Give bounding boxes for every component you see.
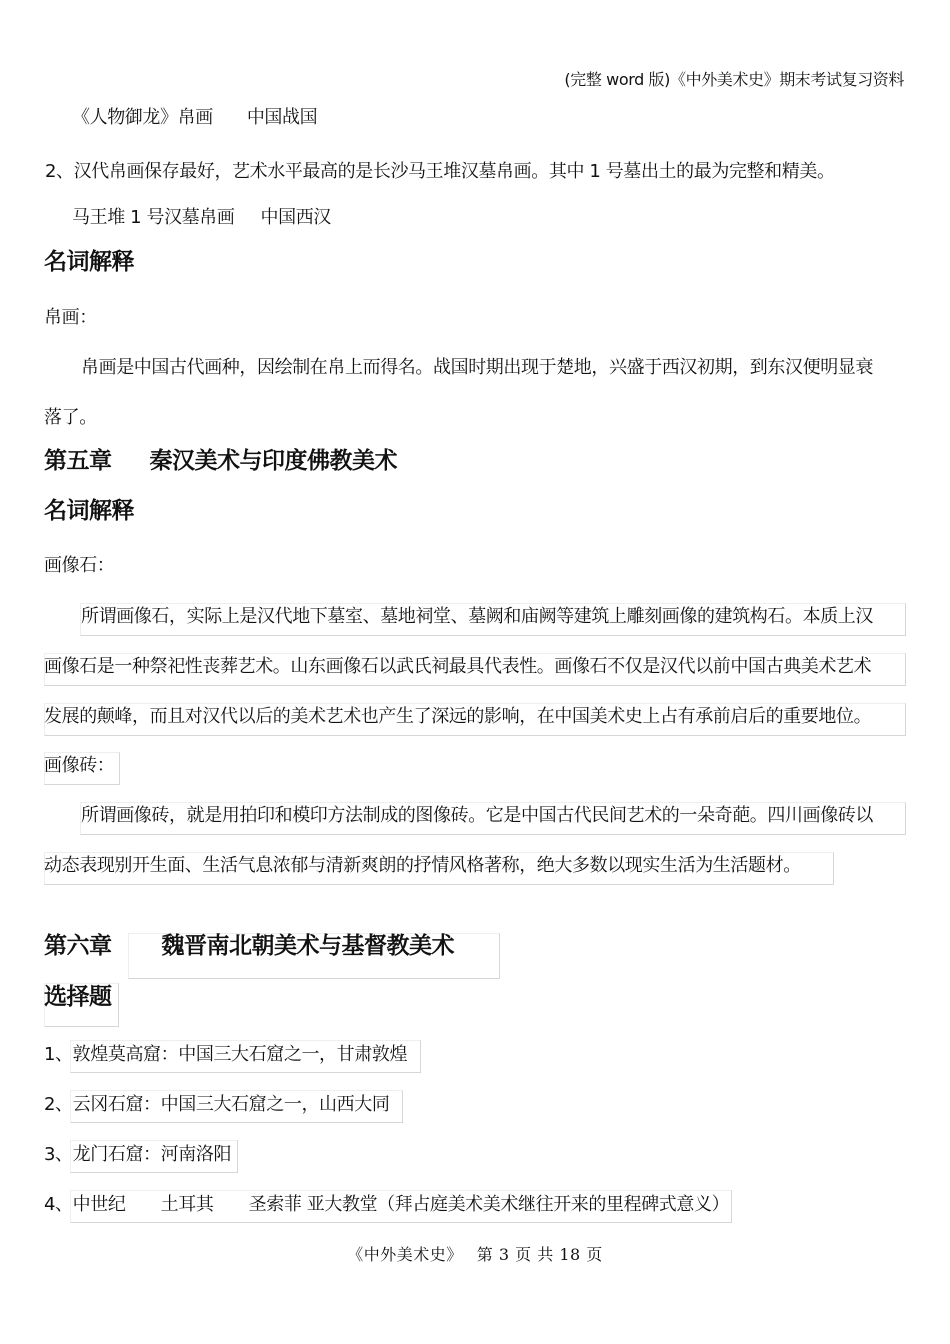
section-heading: 选择题: [44, 984, 112, 1010]
chapter-title: 魏晋南北朝美术与基督教美术: [161, 933, 454, 959]
item-number: 3、: [44, 1144, 73, 1165]
artwork-line: [72, 206, 331, 230]
term-label: 画像石：: [44, 555, 115, 576]
item-number: 4、: [44, 1194, 73, 1215]
chapter-heading: [44, 446, 397, 476]
chapter-title: 秦汉美术与印度佛教美术: [149, 448, 397, 474]
item-number: 2、: [44, 1094, 73, 1115]
chapter-number: 第六章: [44, 933, 112, 959]
chapter-number: 第五章: [44, 448, 112, 474]
item-number: 1、: [44, 1044, 73, 1065]
section-heading: 名词解释: [44, 249, 134, 275]
artwork-period: 中国战国: [246, 107, 318, 128]
section-heading: 名词解释: [44, 498, 134, 524]
definition-line: 落了。: [44, 407, 97, 428]
page-header: (完整 word 版)《中外美术史》期末考试复习资料: [564, 70, 904, 89]
list-item: [44, 1093, 389, 1117]
term-label: 画像砖：: [44, 755, 115, 776]
item-text: 云冈石窟：中国三大石窟之一，山西大同: [72, 1094, 390, 1115]
definition-line: 动态表现别开生面、生活气息浓郁与清新爽朗的抒情风格著称，绝大多数以现实生活为生活题材。: [44, 855, 801, 876]
page-footer: 《中外美术史》 第 3 页 共 18 页: [347, 1245, 603, 1264]
artwork-name: 《人物御龙》帛画: [72, 107, 213, 128]
list-item: [44, 1043, 407, 1067]
list-item: [44, 1143, 231, 1167]
item-text: 中世纪 土耳其 圣索菲 亚大教堂（拜占庭美术美术继往开来的里程碑式意义）: [72, 1194, 730, 1215]
definition-line: 所谓画像砖，就是用拍印和模印方法制成的图像砖。它是中国古代民间艺术的一朵奇葩。四川画像砖以: [81, 805, 873, 826]
definition-line: 画像石是一种祭祀性丧葬艺术。山东画像石以武氏祠最具代表性。画像石不仅是汉代以前中国古典美术艺术: [44, 656, 872, 677]
definition-line: 帛画是中国古代画种，因绘制在帛上而得名。战国时期出现于楚地，兴盛于西汉初期，到东汉便明显衰: [81, 357, 873, 378]
term-label: 帛画：: [44, 307, 97, 328]
list-item: [44, 1193, 729, 1217]
artwork-period: 中国西汉: [260, 207, 331, 228]
chapter-heading: [44, 931, 454, 961]
paragraph: 2、汉代帛画保存最好，艺术水平最高的是长沙马王堆汉墓帛画。其中 1 号墓出土的最为完整和精美。: [45, 161, 835, 182]
artwork-name: 马王堆 1 号汉墓帛画: [72, 207, 235, 228]
definition-line: 所谓画像石，实际上是汉代地下墓室、墓地祠堂、墓阙和庙阙等建筑上雕刻画像的建筑构石。本质上汉: [81, 606, 873, 627]
item-text: 龙门石窟：河南洛阳: [72, 1144, 232, 1165]
definition-line: 发展的颠峰，而且对汉代以后的美术艺术也产生了深远的影响，在中国美术史上占有承前启后的重要地位。: [44, 706, 872, 727]
item-text: 敦煌莫高窟：中国三大石窟之一，甘肃敦煌: [72, 1044, 408, 1065]
artwork-line: [72, 106, 317, 130]
